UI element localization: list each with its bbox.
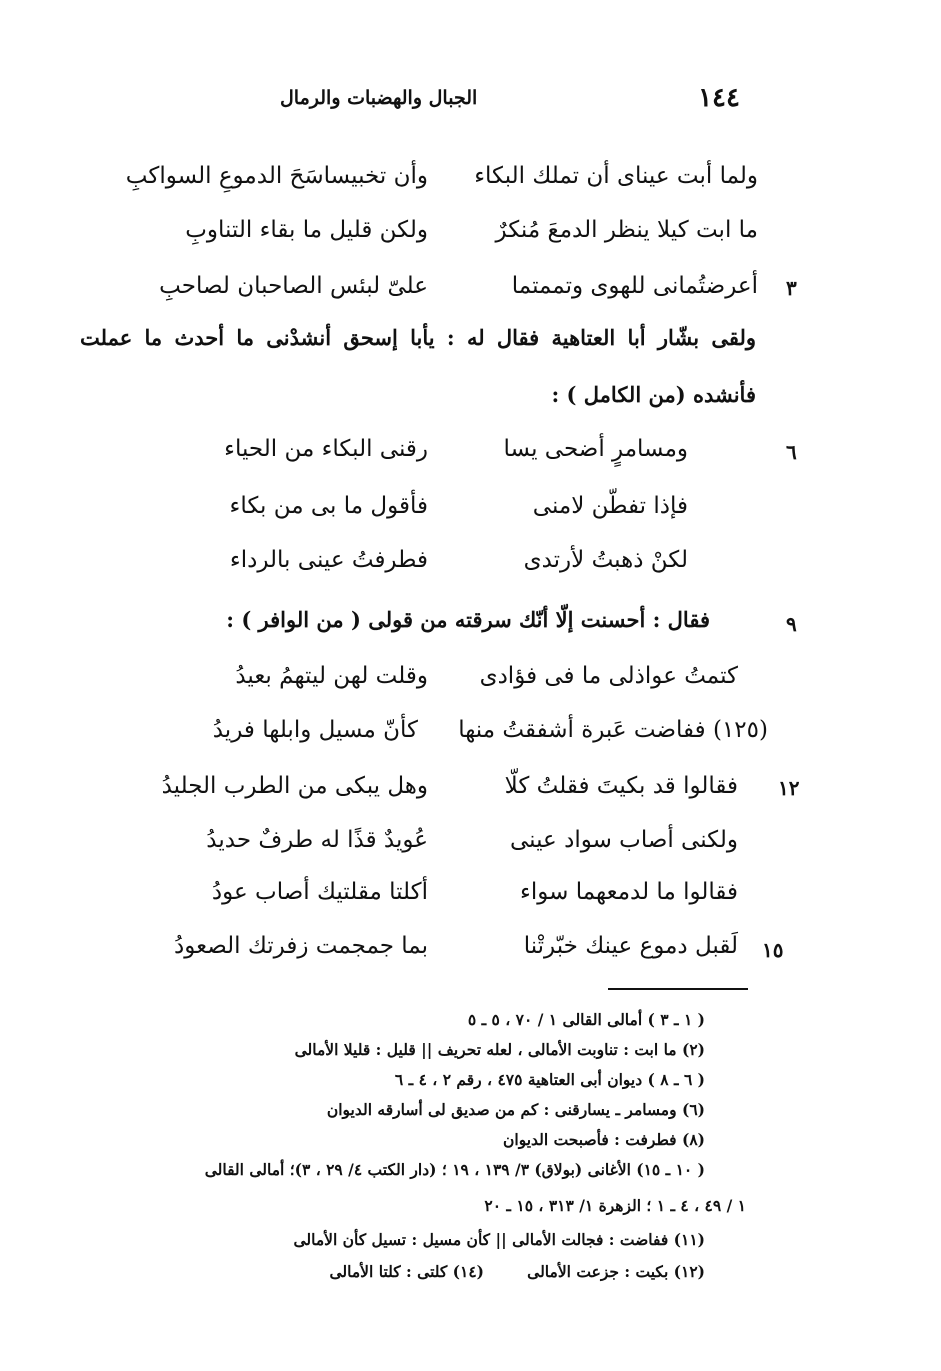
verse-first-hemistich: فإذا تفطّن لامنى: [532, 493, 688, 519]
verse-second-hemistich: وأن تخبيساسَحَ الدموعِ السواكبِ: [125, 163, 428, 189]
verse-line: [98, 652, 738, 700]
verse-first-hemistich: لكنْ ذهبتُ لأرتدى: [523, 547, 688, 573]
verse-line: [98, 922, 738, 970]
verse-line: [88, 206, 758, 254]
verse-line: [88, 152, 758, 200]
verse-second-hemistich: بما جمجمت زفرتك الصعودُ: [173, 933, 428, 959]
verse-line: [148, 425, 688, 473]
footnote: ( ١ ـ ٣ ) أمالى القالى ١ / ٧٠ ، ٥ ـ ٥: [467, 1010, 705, 1029]
verse-first-hemistich: أعرضتُمانى للهوى وتممتما: [511, 273, 758, 299]
prose-line: ولقى بشّار أبا العتاهية فقال له : يأبا إسحق أنشدْنى ما أحدث ما عملت: [80, 325, 756, 350]
verse-first-hemistich: فقالوا ما لدمعهما سواء: [520, 879, 738, 905]
line-number: ٣: [786, 276, 797, 300]
verse-second-hemistich: فأقول ما بى من بكاء: [229, 493, 428, 519]
running-head: الجبال والهضبات والرمال: [280, 87, 478, 109]
verse-first-hemistich: ومسامرٍ أضحى يسا: [503, 436, 688, 462]
verse-line: [148, 536, 688, 584]
verse-first-hemistich: ولكنى أصاب سواد عينى: [509, 827, 738, 853]
verse-line: [148, 482, 688, 530]
footnote: ١ / ٤٩ ، ٤ ـ ١ ؛ الزهرة ١/ ٣١٣ ، ١٥ ـ ٢٠: [484, 1196, 746, 1215]
verse-line: [98, 706, 768, 754]
footnote: (١١) ففاضت : فجالت الأمالى || كأن مسيل : تسيل كأن الأمالى: [293, 1230, 705, 1249]
verse-line: [98, 816, 738, 864]
page-number: ١٤٤: [698, 83, 740, 113]
line-number: ٦: [786, 440, 797, 464]
footnote: ( ١٠ ـ ١٥) الأغانى (بولاق) ٣/ ١٣٩ ، ١٩ ؛ (دار الكتب ٤/ ٢٩ ، ٣)؛ أمالى القالى: [204, 1160, 705, 1179]
line-number: ٩: [786, 612, 797, 636]
verse-line: [88, 262, 758, 310]
verse-second-hemistich: رقنى البكاء من الحياء: [224, 436, 428, 462]
line-number: ١٥: [762, 938, 784, 962]
verse-second-hemistich: علىّ لبئس الصاحبان لصاحبِ: [159, 273, 428, 299]
verse-second-hemistich: كأنّ مسيل وابلها فريدُ: [212, 717, 418, 743]
prose-line: فقال : أحسنت إلّا أنّك سرقته من قولى ( من الوافر ) :: [226, 607, 710, 632]
line-number: ١٢: [778, 776, 800, 800]
footnote-divider: [608, 988, 748, 990]
verse-first-hemistich: ما ابت كيلا ينظر الدمعَ مُنكرٌ: [495, 217, 758, 243]
verse-second-hemistich: عُويدٌ قذًا له طرفٌ حديدُ: [206, 827, 428, 853]
footnote: (٦) ومسامر ـ يسارقنى : كم من صديق لى أسارقه الديوان: [326, 1100, 705, 1119]
verse-first-hemistich: لَقبل دموع عينك خبّرتْنا: [523, 933, 738, 959]
footnote: (٢) ما ابت : تناوبت الأمالى ، لعله تحريف || قليل : قليلا الأمالى: [294, 1040, 705, 1059]
page-header: [280, 78, 740, 118]
verse-first-hemistich: (١٢٥) ففاضت عَبرة أشفقتُ منها: [458, 717, 768, 743]
verse-first-hemistich: فقالوا قد بكيتَ فقلتُ كلّا: [504, 773, 738, 799]
verse-line: [98, 868, 738, 916]
verse-second-hemistich: ولكن قليل ما بقاء التناوبِ: [185, 217, 428, 243]
verse-first-hemistich: ولما أبت عيناى أن تملك البكاء: [474, 163, 758, 189]
verse-second-hemistich: أكلتا مقلتيك أصاب عودُ: [211, 879, 428, 905]
footnote: ( ٦ ـ ٨ ) ديوان أبى العتاهية ٤٧٥ ، رقم ٢ ، ٤ ـ ٦: [394, 1070, 705, 1089]
verse-first-hemistich: كتمتُ عواذلى ما فى فؤادى: [479, 663, 738, 689]
verse-second-hemistich: وقلت لهن ليتهمُ بعيدُ: [235, 663, 428, 689]
footnote: (١٢) بكيت : جزعت الأمالى (١٤) كلتى : كلتا الأمالى: [329, 1262, 705, 1281]
prose-line: فأنشده (من الكامل ) :: [551, 382, 756, 407]
verse-second-hemistich: وهل يبكى من الطرب الجليدُ: [161, 773, 428, 799]
verse-line: [98, 762, 738, 810]
footnote: (٨) فطرفت : فأصبحت الديوان: [503, 1130, 705, 1149]
verse-second-hemistich: فطرفتُ عينى بالرداء: [229, 547, 428, 573]
